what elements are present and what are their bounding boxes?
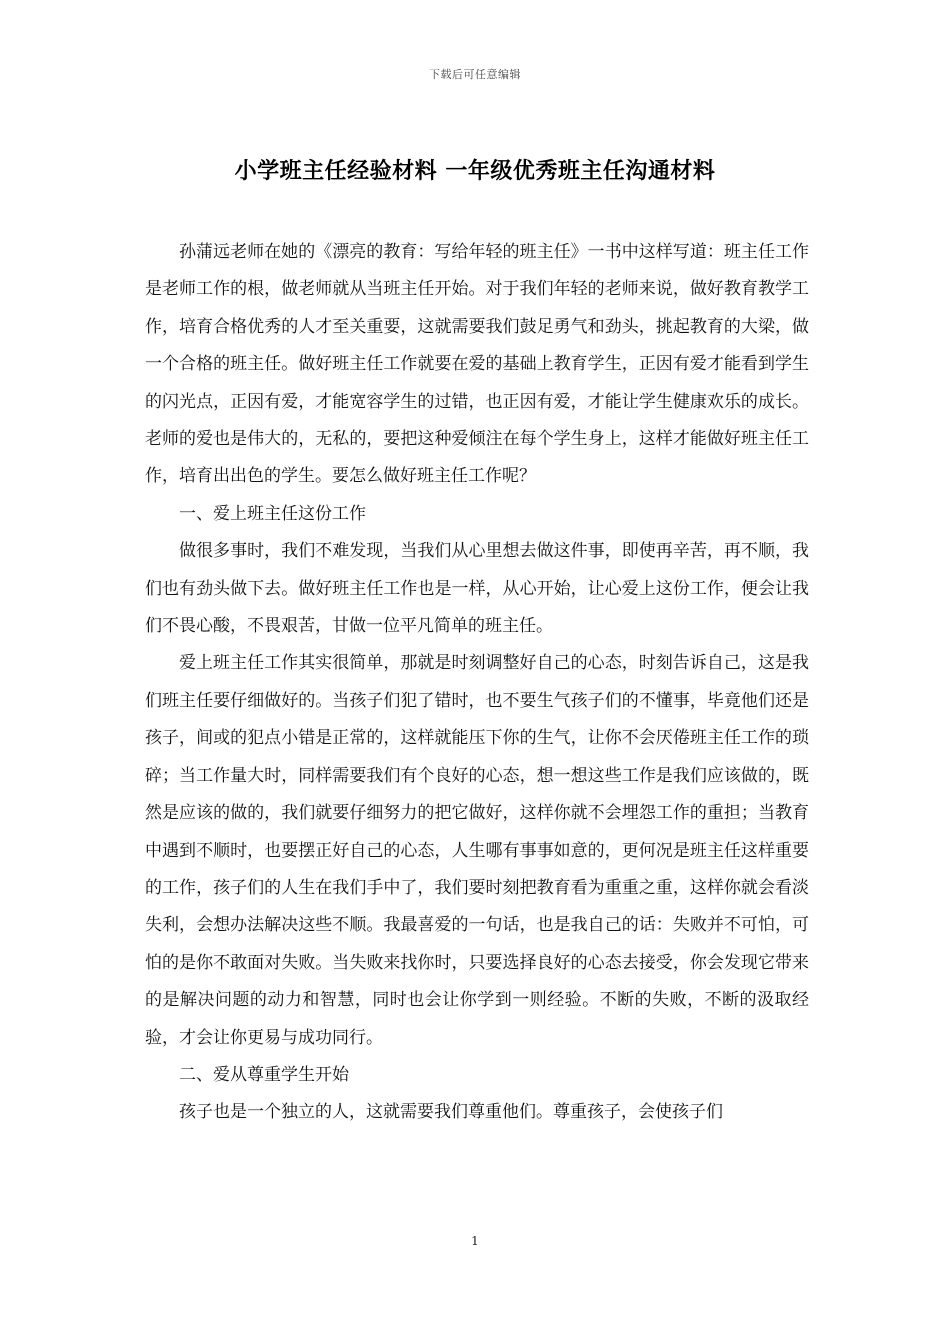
section-heading-1: 一、爱上班主任这份工作: [179, 503, 366, 524]
header-note: 下载后可任意编辑: [429, 68, 521, 81]
document-title: 小学班主任经验材料 一年级优秀班主任沟通材料: [234, 158, 716, 184]
document-body: [145, 234, 809, 1132]
paragraph: 爱上班主任工作其实很简单，那就是时刻调整好自己的心态，时刻告诉自己，这是我们班主任要仔细做好的。当孩子们犯了错时，也不要生气孩子们的不懂事，毕竟他们还是孩子，间或的犯点小错是正常的，这样就能压下你的生气，让你不会厌倦班主任工作的琐碎；当工作量大时，同样需要我们有个良好的心态，想一想这些工作是我们应该做的，既然是应该的做的，我们就要仔细努力的把它做好，这样你就不会埋怨工作的重担；当教育中遇到不顺时，也要摆正好自己的心态，人生哪有事事如意的，更何况是班主任这样重要的工作，孩子们的人生在我们手中了，我们要时刻把教育看为重重之重，这样你就会看淡失利，会想办法解决这些不顺。我最喜爱的一句话，也是我自己的话：失败并不可怕，可怕的是你不敢面对失败。当失败来找你时，只要选择良好的心态去接受，你会发现它带来的是解决问题的动力和智慧，同时也会让你学到一则经验。不断的失败，不断的汲取经验，才会让你更易与成功同行。: [145, 653, 809, 1048]
paragraph-intro: 孙蒲远老师在她的《漂亮的教育：写给年轻的班主任》一书中这样写道：班主任工作是老师工作的根，做老师就从当班主任开始。对于我们年轻的老师来说，做好教育教学工作，培育合格优秀的人才至关重要，这就需要我们鼓足勇气和劲头，挑起教育的大梁，做一个合格的班主任。做好班主任工作就要在爱的基础上教育学生，正因有爱才能看到学生的闪光点，正因有爱，才能宽容学生的过错，也正因有爱，才能让学生健康欢乐的成长。老师的爱也是伟大的，无私的，要把这种爱倾注在每个学生身上，这样才能做好班主任工作，培育出出色的学生。要怎么做好班主任工作呢？: [145, 242, 809, 487]
paragraph: 孩子也是一个独立的人，这就需要我们尊重他们。尊重孩子，会使孩子们: [179, 1102, 723, 1123]
section-heading-2: 二、爱从尊重学生开始: [179, 1064, 349, 1085]
page-number: 1: [471, 1234, 479, 1248]
paragraph: 做很多事时，我们不难发现，当我们从心里想去做这件事，即使再辛苦，再不顺，我们也有劲头做下去。做好班主任工作也是一样，从心开始，让心爱上这份工作，便会让我们不畏心酸，不畏艰苦，甘做一位平凡简单的班主任。: [145, 541, 809, 637]
